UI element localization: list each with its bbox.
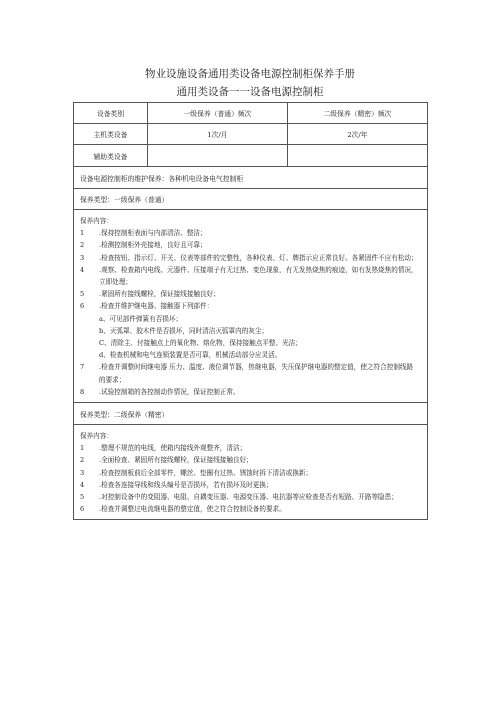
level1-content-row	[74, 210, 427, 403]
document-title: 物业设施设备通用类设备电源控制柜保养手册	[145, 68, 355, 80]
level2-content-row	[74, 425, 427, 519]
level2-content-label: 保养内容：	[80, 432, 113, 441]
level1-type-row	[74, 189, 427, 210]
item-number: 4	[80, 480, 85, 489]
item-text: .检查并调整过电流继电器的整定值，使之符合控制设备的要求。	[99, 505, 286, 514]
item-text: .全面检查、紧固所有接线螺栓，保证接线接触良好；	[99, 456, 253, 465]
item-text: .检测控制柜外壳接地，良好且可靠；	[99, 241, 207, 250]
sub-item-text: d、检查机械和电气连锁装置是否可靠，机械活动部分应灵活。	[99, 351, 282, 360]
list-item	[80, 252, 419, 264]
level2-content	[74, 425, 427, 519]
list-item	[80, 300, 419, 312]
item-number: 3	[80, 253, 85, 262]
row-main-equipment-level1: 1次/月	[148, 124, 288, 144]
table-header-row	[74, 103, 427, 124]
header-equipment-category: 设备类别	[74, 103, 148, 123]
list-item	[80, 288, 419, 300]
item-number: 6	[80, 302, 85, 311]
item-number: 6	[80, 505, 85, 514]
row-main-equipment-label: 主机类设备	[74, 124, 148, 144]
sub-item-text: b、灭弧罩、胶木件是否损坏，同时清洁灭弧罩内的灰尘；	[99, 326, 269, 335]
list-item	[80, 264, 419, 288]
item-number: 5	[80, 290, 85, 299]
document-subtitle: 通用类设备一一设备电源控制柜	[176, 86, 324, 98]
level2-type-label: 保养类型：二级保养（精密）	[80, 410, 169, 419]
item-text: .检查并调整时间继电器 压力、温度、液位调节器，热继电器，失压保护继电器的整定值，使之符合控制线路的要求；	[99, 363, 414, 384]
item-text: .检查按钮、指示灯、开关、仪表等部件的完整性，各种仪表、灯、牌指示应正常良好。各紧固件不应有松动；	[99, 253, 418, 262]
item-number: 7	[80, 363, 85, 372]
scope-row	[74, 167, 427, 189]
item-text: .试验控制箱的各控制动作情况，保证控制正常。	[99, 387, 240, 396]
item-number: 3	[80, 468, 85, 477]
item-text: .检查并维护继电器、接触器下列部件：	[99, 302, 214, 311]
row-auxiliary-equipment-level1	[148, 145, 288, 166]
item-number: 1	[80, 229, 85, 238]
row-auxiliary-equipment-level2	[288, 145, 427, 166]
level1-content-label: 保养内容：	[80, 217, 113, 225]
list-item	[80, 239, 419, 251]
item-number: 2	[80, 456, 85, 465]
maintenance-scope: 设备电源控制柜的维护保养：各种机电设备电气控制柜	[80, 174, 244, 183]
header-level2-frequency: 二级保养（精密）频次	[323, 110, 392, 118]
list-item	[80, 467, 419, 479]
sub-item-text: a、可见部件弹簧有否损坏；	[99, 314, 183, 323]
list-item	[80, 454, 419, 466]
item-text: .保持控制柜表面与内部清洁、整洁；	[99, 229, 207, 238]
item-text: .紧固所有接线螺栓，保证接线接触良好；	[99, 290, 220, 299]
item-text: .检查控制板前后全部零件，螺丝、垫圈有过热、锈蚀时拆下清洁或换新；	[99, 468, 313, 477]
item-text: .检查各连接导线和线头编号是否损坏，若有损坏及时更换；	[99, 480, 273, 489]
item-text: .观察、检查箱内电线、元器件、压接端子有无过热、变色现象，有无发热烧焦的痕迹，如有发热烧焦的情况，立即处理；	[99, 265, 418, 287]
item-text: .对控制设备中的变阻器、电阻、自耦变压器、电源变压器、电抗器等应检查是否有短路、开路等隐患；	[99, 493, 398, 502]
row-auxiliary-equipment-label: 辅助类设备	[74, 145, 148, 166]
level2-type-row	[74, 403, 427, 425]
list-item	[80, 361, 419, 385]
table-row	[74, 145, 427, 167]
list-item	[80, 491, 419, 503]
list-item	[80, 442, 419, 454]
header-level1-frequency: 一级保养（普通）频次	[148, 103, 288, 123]
item-number: 1	[80, 444, 85, 453]
item-number: 8	[80, 387, 85, 396]
list-item	[80, 386, 419, 398]
table-row	[74, 124, 427, 145]
list-item	[80, 227, 419, 239]
list-item	[80, 503, 419, 515]
sub-item-text: C、清除主、付接触点上的氧化物、熔化物，保持接触点平整、光洁；	[99, 339, 302, 348]
item-number: 5	[80, 493, 85, 502]
maintenance-table	[73, 102, 428, 520]
list-item	[80, 479, 419, 491]
item-number: 4	[80, 265, 85, 274]
level1-type-label: 保养类型：一级保养（普通）	[80, 196, 169, 204]
level1-content	[74, 210, 427, 402]
item-text: .整理不规范的电线，使箱内接线外观整齐，清洁；	[99, 444, 247, 453]
item-number: 2	[80, 241, 85, 250]
row-main-equipment-level2: 2次/年	[347, 131, 368, 139]
